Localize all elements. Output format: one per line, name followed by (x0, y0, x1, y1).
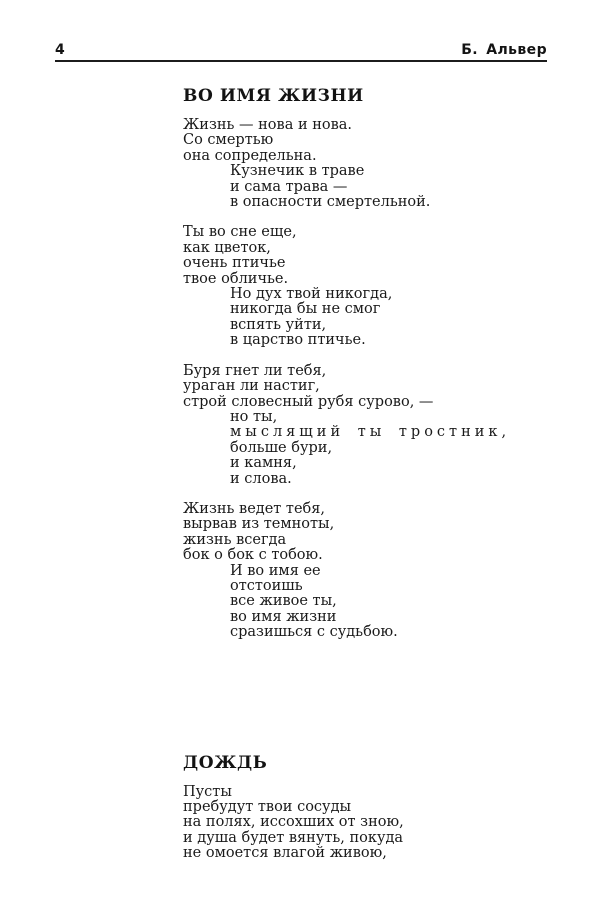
poem-line: вырвав из темноты, (183, 516, 335, 533)
poem-line: строй словесный рубя сурово, — (183, 393, 434, 410)
poem-line: и сама трава — (230, 178, 348, 195)
stanza (183, 118, 583, 210)
poem-line: Жизнь — нова и нова. (183, 117, 353, 133)
poem-line: Ты во сне еще, (183, 224, 297, 241)
poem-line: никогда бы не смог (230, 301, 381, 318)
poem-line: как цветок, (183, 239, 271, 256)
poem-line: бок о бок с тобою. (183, 547, 323, 564)
poem-1 (183, 86, 583, 641)
poem-line: ураган ли настиг, (183, 378, 320, 395)
poem-line: вспять уйти, (230, 316, 327, 333)
author-name: Б. Альвер (461, 42, 547, 58)
poem-line: твое обличье. (183, 270, 289, 287)
stanza (183, 785, 583, 862)
poem-line: пребудут твои сосуды (183, 799, 352, 815)
poem-line: не омоется влагой живою, (183, 845, 387, 862)
page-header (55, 42, 547, 62)
poem-line: и слова. (230, 470, 292, 487)
poem-line: во имя жизни (230, 608, 337, 625)
poem-title: ВО ИМЯ ЖИЗНИ (183, 86, 364, 106)
poem-line: Буря гнет ли тебя, (183, 362, 327, 379)
poem-line: в опасности смертельной. (230, 194, 431, 211)
poem-line: но ты, (230, 408, 278, 425)
poem-line: очень птичье (183, 255, 286, 272)
poem-line: Жизнь ведет тебя, (183, 500, 326, 517)
poem-line: Но дух твой никогда, (230, 286, 393, 303)
poem-line: Со смертью (183, 132, 274, 149)
poem-line: больше бури, (230, 439, 333, 456)
poem-line: в царство птичье. (230, 332, 366, 349)
poem-line: Кузнечик в траве (230, 163, 365, 180)
page-content (183, 86, 583, 862)
poem-title: ДОЖДЬ (183, 752, 268, 773)
stanza (183, 502, 583, 641)
stanza (183, 225, 583, 348)
stanza (183, 364, 583, 487)
poem-line: и душа будет вянуть, покуда (183, 829, 404, 846)
poem-line: все живое ты, (230, 593, 337, 610)
poem-line: и камня, (230, 455, 297, 472)
poem-line: жизнь всегда (183, 531, 287, 548)
poem-line: она сопредельна. (183, 147, 317, 164)
page-number: 4 (55, 42, 65, 58)
poem-line: сразишься с судьбою. (230, 624, 398, 641)
poem-line: отстоишь (230, 577, 303, 594)
poem-2 (183, 753, 583, 862)
poem-line: Пусты (183, 783, 232, 800)
poem-line: мыслящий ты тростник, (230, 424, 511, 441)
poem-line: на полях, иссохших от зною, (183, 814, 404, 831)
poem-line: И во имя ее (230, 562, 321, 579)
